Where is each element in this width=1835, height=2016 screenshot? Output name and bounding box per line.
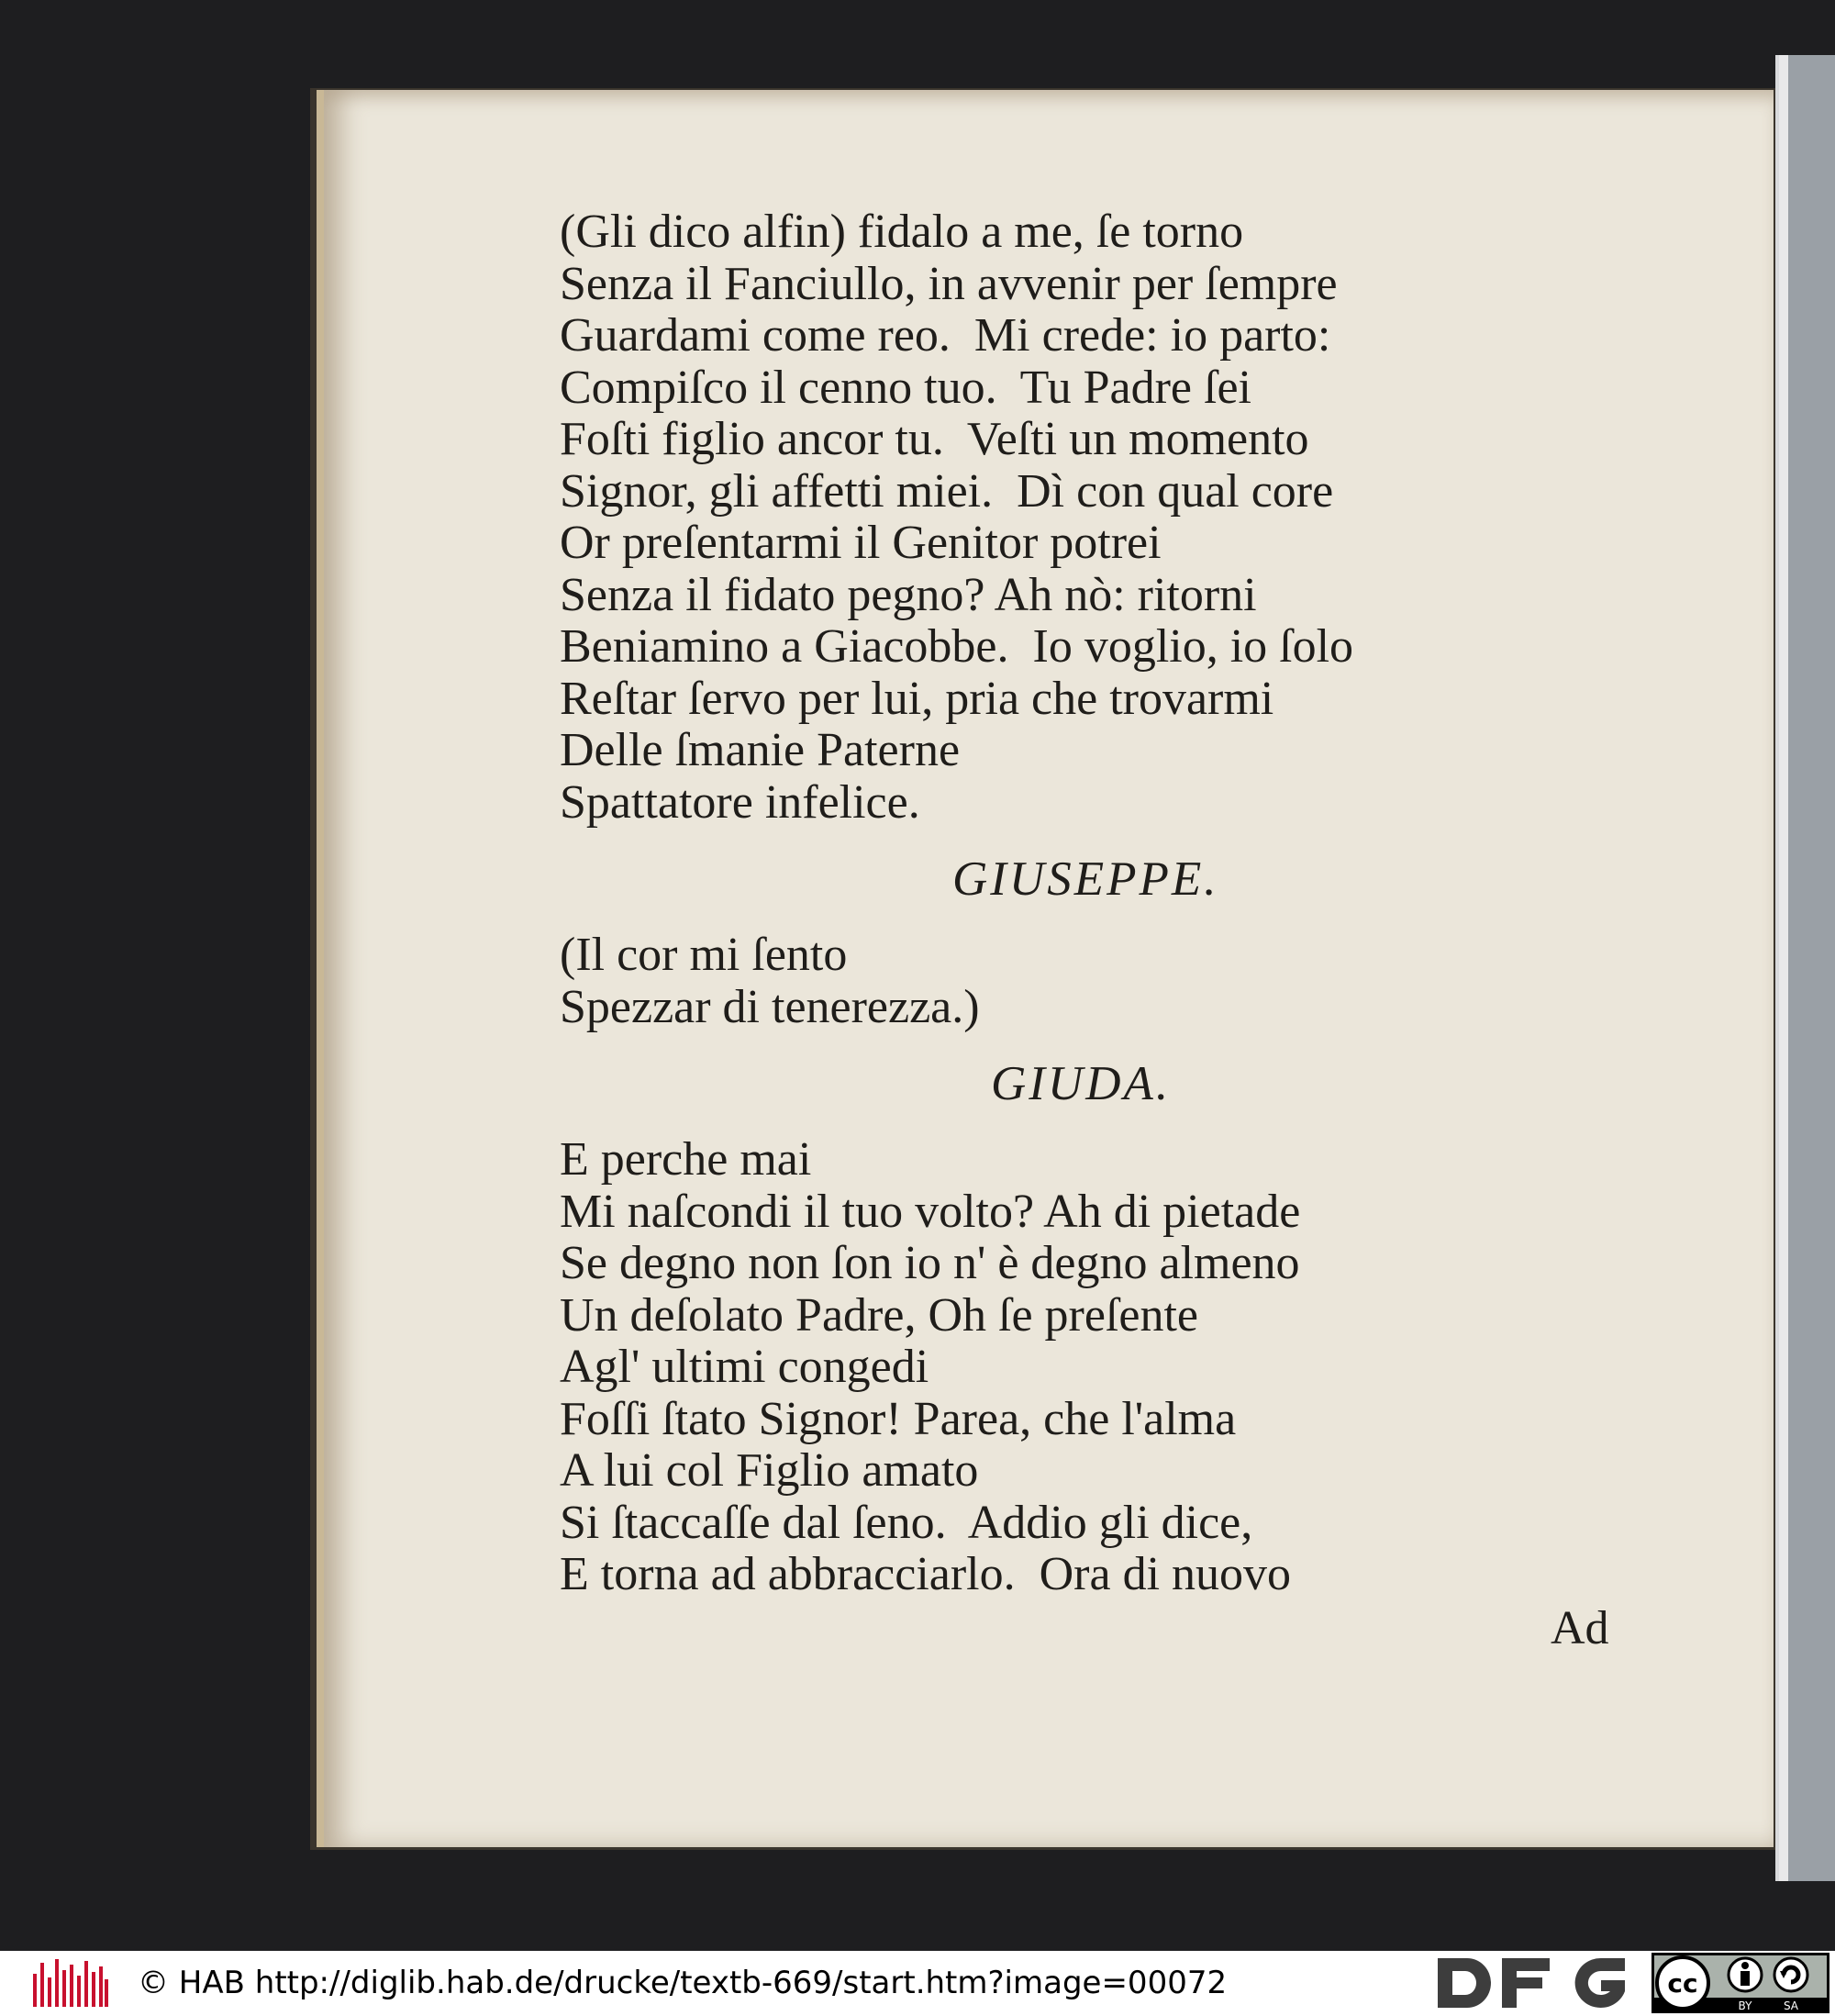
text-line: Un deſolato Padre, Oh ſe preſente	[560, 1288, 1198, 1342]
text-line: E perche mai	[560, 1133, 812, 1186]
text-line: Spezzar di tenerezza.)	[560, 980, 980, 1033]
facing-page-edge	[1775, 55, 1835, 1881]
text-line: Senza il Fanciullo, in avvenir per ſempre	[560, 257, 1338, 310]
text-line: Guardami come reo. Mi crede: io parto:	[560, 309, 1331, 362]
footer-bar	[0, 1951, 1835, 2016]
page-text	[560, 206, 1661, 1601]
text-line: Spattatore infelice.	[560, 775, 920, 829]
text-line: Delle ſmanie Paterne	[560, 724, 961, 776]
text-line: Si ſtaccaſſe dal ſeno. Addio gli dice,	[560, 1496, 1253, 1549]
catchword: Ad	[1551, 1602, 1609, 1654]
svg-text:BY: BY	[1738, 1999, 1752, 2012]
text-line: Senza il fidato pegno? Ah nò: ritorni	[560, 568, 1257, 621]
text-line: Mi naſcondi il tuo volto? Ah di pietade	[560, 1185, 1301, 1238]
text-line: Foſſi ſtato Signor! Parea, che l'alma	[560, 1392, 1237, 1445]
text-line: A lui col Figlio amato	[560, 1444, 979, 1497]
text-line: Beniamino a Giacobbe. Io voglio, io ſolo	[560, 620, 1354, 673]
text-line: Signor, gli affetti miei. Dì con qual core	[560, 464, 1334, 518]
text-line: Compiſco il cenno tuo. Tu Padre ſei	[560, 361, 1251, 414]
speaker-heading: GIUDA.	[991, 1057, 1172, 1110]
dfg-logo-icon	[1436, 1955, 1629, 2011]
cc-by-sa-badge-icon	[1652, 1953, 1829, 2013]
text-line: Se degno non ſon io n' è degno almeno	[560, 1237, 1300, 1289]
text-line: Or preſentarmi il Genitor potrei	[560, 517, 1162, 569]
text-line: Foſti figlio ancor tu. Veſti un momento	[560, 413, 1309, 465]
text-line: E torna ad abbracciarlo. Ora di nuovo	[560, 1548, 1292, 1600]
text-line: Reſtar ſervo per lui, pria che trovarmi	[560, 672, 1274, 725]
hab-barcode-logo-icon	[31, 1957, 110, 2010]
svg-text:SA: SA	[1783, 1999, 1799, 2012]
text-line: Agl' ultimi congedi	[560, 1341, 929, 1393]
svg-text:cc: cc	[1667, 1968, 1698, 1999]
text-line: (Il cor mi ſento	[560, 929, 848, 981]
facing-page-highlight	[1779, 55, 1788, 1881]
text-line: (Gli dico alfin) fidalo a me, ſe torno	[560, 206, 1244, 258]
speaker-heading: GIUSEPPE.	[952, 852, 1219, 906]
copyright-url[interactable]: © HAB http://diglib.hab.de/drucke/textb-669/start.htm?image=00072	[138, 1965, 1228, 2001]
